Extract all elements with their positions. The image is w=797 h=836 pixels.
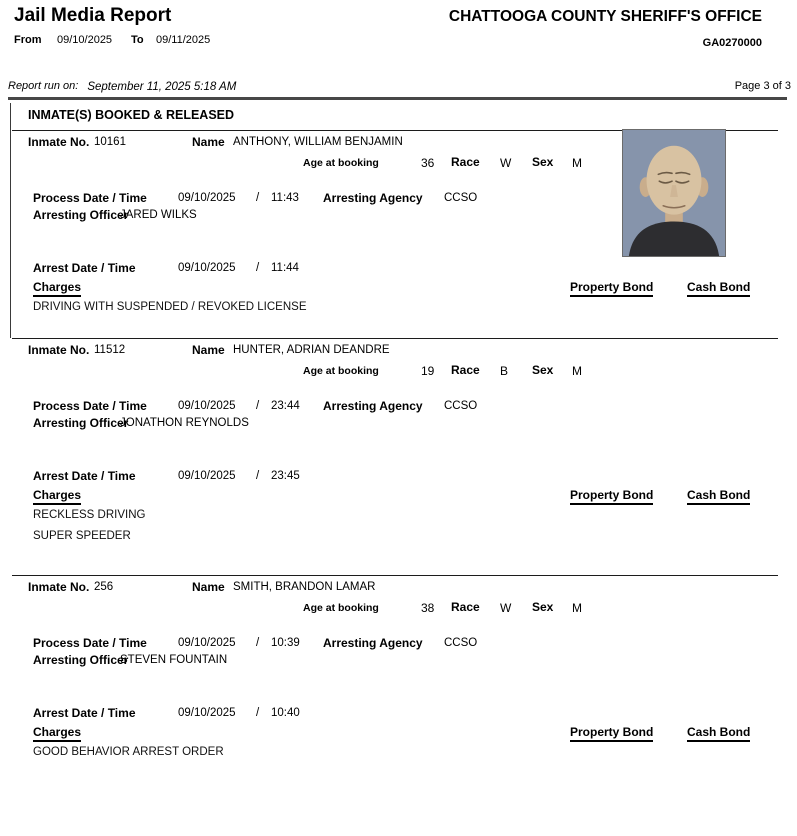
- arrest-time-value: 10:40: [271, 707, 300, 719]
- arrest-date-value: 09/10/2025: [178, 707, 236, 719]
- race-label: Race: [451, 363, 480, 377]
- sex-label: Sex: [532, 155, 554, 169]
- inmate-name-value: ANTHONY, WILLIAM BENJAMIN: [233, 136, 403, 148]
- age-at-booking-label: Age at booking: [303, 157, 379, 169]
- arrest-row: [10, 261, 790, 277]
- to-label: To: [131, 34, 144, 46]
- charge-line: SUPER SPEEDER: [33, 530, 131, 542]
- charges-list: [33, 298, 307, 319]
- process-datetime-separator: /: [256, 400, 260, 412]
- arrest-row: [10, 469, 790, 485]
- officer-row: [10, 416, 790, 432]
- sex-label: Sex: [532, 600, 554, 614]
- cash-bond-label: Cash Bond: [687, 725, 750, 742]
- name-label: Name: [192, 343, 225, 357]
- from-label: From: [14, 34, 42, 46]
- process-datetime-label: Process Date / Time: [33, 191, 147, 205]
- charges-header-row: [10, 488, 790, 504]
- inmate-no-label: Inmate No.: [28, 343, 90, 357]
- charges-list: [33, 506, 145, 548]
- age-value: 36: [421, 156, 435, 170]
- arresting-agency-value: CCSO: [444, 400, 478, 412]
- arresting-agency-value: CCSO: [444, 192, 478, 204]
- property-bond-label: Property Bond: [570, 280, 653, 297]
- race-label: Race: [451, 600, 480, 614]
- charges-header-row: [10, 280, 790, 296]
- page-indicator: Page 3 of 3: [734, 80, 791, 92]
- process-date-value: 09/10/2025: [178, 400, 236, 412]
- arrest-datetime-label: Arrest Date / Time: [33, 261, 136, 275]
- charges-header-row: [10, 725, 790, 741]
- inmate-record: [10, 130, 790, 338]
- name-label: Name: [192, 580, 225, 594]
- inmate-no-value: 256: [94, 581, 114, 593]
- process-datetime-separator: /: [256, 637, 260, 649]
- process-time-value: 23:44: [271, 400, 300, 412]
- arresting-officer-value: JONATHON REYNOLDS: [120, 417, 249, 429]
- run-on-value: September 11, 2025 5:18 AM: [87, 81, 237, 93]
- inmate-record: [10, 575, 790, 836]
- arrest-datetime-label: Arrest Date / Time: [33, 706, 136, 720]
- arrest-date-value: 09/10/2025: [178, 470, 236, 482]
- page-title: Jail Media Report: [14, 5, 172, 26]
- run-on-label: Report run on:: [8, 80, 79, 92]
- inmate-no-label: Inmate No.: [28, 135, 90, 149]
- agency-code: GA0270000: [702, 37, 762, 49]
- property-bond-label: Property Bond: [570, 488, 653, 505]
- arrest-datetime-label: Arrest Date / Time: [33, 469, 136, 483]
- arresting-agency-label: Arresting Agency: [323, 399, 423, 413]
- cash-bond-label: Cash Bond: [687, 488, 750, 505]
- race-value: W: [500, 156, 512, 170]
- inmate-name-value: HUNTER, ADRIAN DEANDRE: [233, 344, 390, 356]
- age-value: 38: [421, 601, 435, 615]
- arrest-date-value: 09/10/2025: [178, 262, 236, 274]
- property-bond-label: Property Bond: [570, 725, 653, 742]
- arresting-officer-value: STEVEN FOUNTAIN: [120, 654, 228, 666]
- race-value: W: [500, 601, 512, 615]
- inmate-name-value: SMITH, BRANDON LAMAR: [233, 581, 376, 593]
- process-time-value: 10:39: [271, 637, 300, 649]
- officer-row: [10, 653, 790, 669]
- arrest-row: [10, 706, 790, 722]
- identity-row: [10, 580, 790, 596]
- inmate-no-value: 10161: [94, 136, 126, 148]
- charges-label: Charges: [33, 280, 81, 297]
- arrest-datetime-separator: /: [256, 262, 260, 274]
- arrest-datetime-separator: /: [256, 470, 260, 482]
- process-row: [10, 399, 790, 415]
- process-date-value: 09/10/2025: [178, 637, 236, 649]
- sex-value: M: [572, 156, 582, 170]
- records: [10, 130, 790, 836]
- charge-line: RECKLESS DRIVING: [33, 509, 146, 521]
- charge-line: DRIVING WITH SUSPENDED / REVOKED LICENSE: [33, 301, 307, 313]
- sex-value: M: [572, 601, 582, 615]
- arrest-time-value: 23:45: [271, 470, 300, 482]
- process-datetime-label: Process Date / Time: [33, 399, 147, 413]
- cash-bond-label: Cash Bond: [687, 280, 750, 297]
- agency-name: CHATTOOGA COUNTY SHERIFF'S OFFICE: [448, 8, 762, 25]
- race-value: B: [500, 364, 509, 378]
- sex-label: Sex: [532, 363, 554, 377]
- age-value: 19: [421, 364, 435, 378]
- demographics-row: [10, 600, 790, 616]
- header-rule: [8, 97, 787, 100]
- mugshot-graphic: [623, 130, 725, 256]
- to-date-value: 09/11/2025: [156, 34, 211, 46]
- arrest-datetime-separator: /: [256, 707, 260, 719]
- demographics-row: [10, 363, 790, 379]
- sex-value: M: [572, 364, 582, 378]
- arresting-officer-value: JARED WILKS: [120, 209, 197, 221]
- age-at-booking-label: Age at booking: [303, 602, 379, 614]
- race-label: Race: [451, 155, 480, 169]
- age-at-booking-label: Age at booking: [303, 365, 379, 377]
- charges-list: [33, 743, 224, 764]
- process-datetime-label: Process Date / Time: [33, 636, 147, 650]
- inmate-no-label: Inmate No.: [28, 580, 90, 594]
- report-run-on: [8, 80, 237, 93]
- process-date-value: 09/10/2025: [178, 192, 236, 204]
- arrest-time-value: 11:44: [271, 262, 299, 274]
- from-date-value: 09/10/2025: [57, 34, 113, 46]
- inmate-photo: [622, 129, 726, 257]
- arresting-agency-label: Arresting Agency: [323, 636, 423, 650]
- section-title: INMATE(S) BOOKED & RELEASED: [28, 108, 235, 122]
- charges-label: Charges: [33, 725, 81, 742]
- arresting-officer-label: Arresting Officer: [33, 653, 129, 667]
- inmate-no-value: 11512: [94, 344, 126, 356]
- process-datetime-separator: /: [256, 192, 260, 204]
- charge-line: GOOD BEHAVIOR ARREST ORDER: [33, 746, 224, 758]
- arresting-officer-label: Arresting Officer: [33, 416, 129, 430]
- name-label: Name: [192, 135, 225, 149]
- arresting-agency-value: CCSO: [444, 637, 478, 649]
- inmate-record: [10, 338, 790, 575]
- identity-row: [10, 343, 790, 359]
- process-row: [10, 636, 790, 652]
- charges-label: Charges: [33, 488, 81, 505]
- process-time-value: 11:43: [271, 192, 299, 204]
- arresting-agency-label: Arresting Agency: [323, 191, 423, 205]
- arresting-officer-label: Arresting Officer: [33, 208, 129, 222]
